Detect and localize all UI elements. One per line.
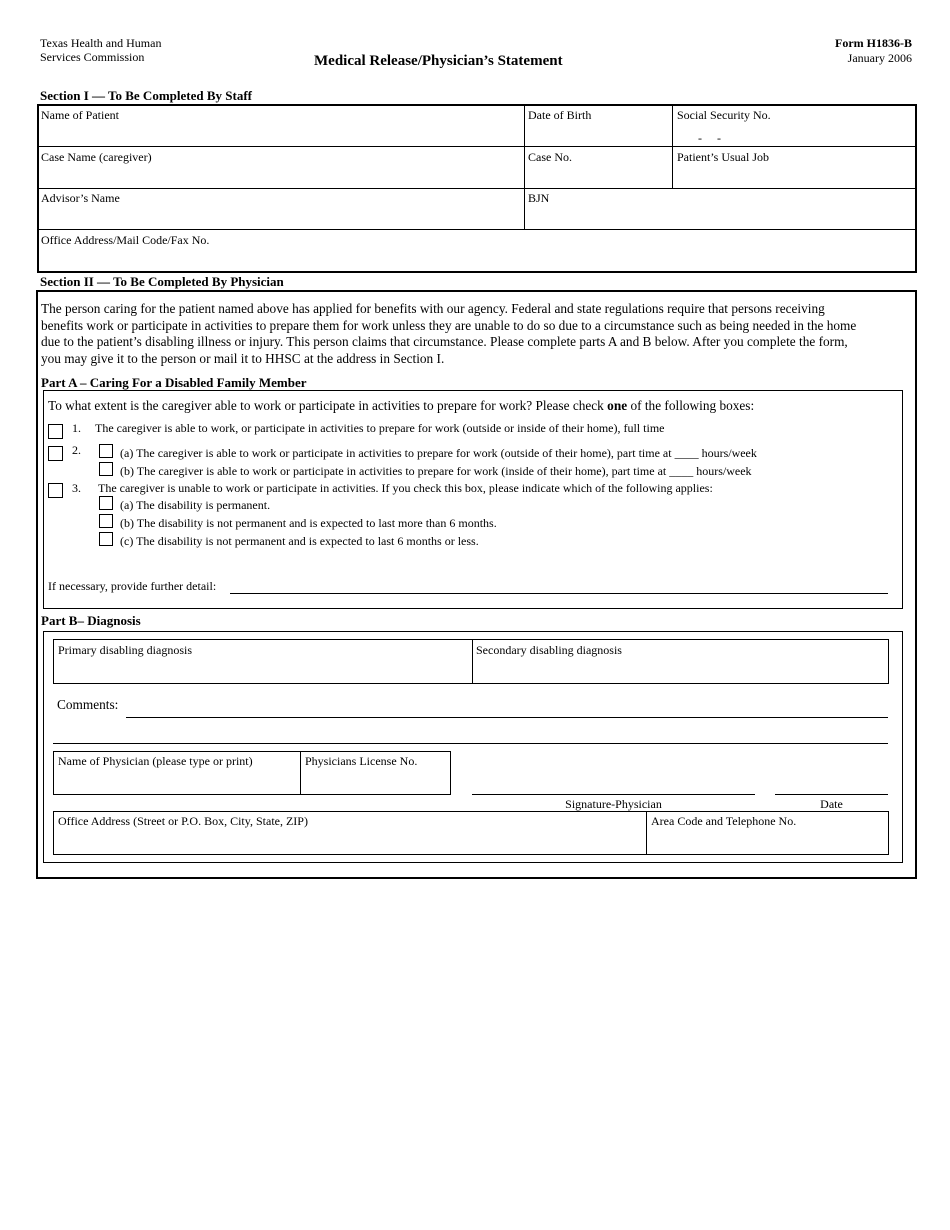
option2b-text: (b) The caregiver is able to work or participate in activities to prepare for work (inside of their home), part time at ____ hours/week <box>120 464 752 478</box>
option3a-text: (a) The disability is permanent. <box>120 498 271 512</box>
ssn-dashes: - - <box>698 131 721 145</box>
license-no-field[interactable]: Physicians License No. <box>305 754 418 768</box>
comments-line-2[interactable] <box>53 743 888 744</box>
comments-label: Comments: <box>57 697 119 712</box>
option2a-checkbox[interactable] <box>99 444 113 458</box>
name-of-patient-field[interactable]: Name of Patient <box>41 108 119 122</box>
signature-line[interactable] <box>472 794 755 795</box>
office-address-field[interactable]: Office Address/Mail Code/Fax No. <box>41 233 210 247</box>
phone-field[interactable]: Area Code and Telephone No. <box>651 814 797 828</box>
agency-name-line2: Services Commission <box>40 50 145 64</box>
intro-line-4: you may give it to the person or mail it to HHSC at the address in Section I. <box>41 350 445 366</box>
option2b-checkbox[interactable] <box>99 462 113 476</box>
option1-checkbox[interactable] <box>48 424 63 439</box>
option2-number: 2. <box>72 443 81 457</box>
usual-job-field[interactable]: Patient’s Usual Job <box>677 150 769 164</box>
further-detail-line[interactable] <box>230 593 888 594</box>
date-of-birth-field[interactable]: Date of Birth <box>528 108 592 122</box>
bjn-field[interactable]: BJN <box>528 191 550 205</box>
option3-text: The caregiver is unable to work or participate in activities. If you check this box, please indicate which of the following applies: <box>98 481 713 495</box>
date-label: Date <box>820 797 843 811</box>
case-name-field[interactable]: Case Name (caregiver) <box>41 150 152 164</box>
option3c-checkbox[interactable] <box>99 532 113 546</box>
comments-line-1[interactable] <box>126 717 888 718</box>
signature-label: Signature-Physician <box>565 797 662 811</box>
date-line[interactable] <box>775 794 888 795</box>
intro-line-1: The person caring for the patient named above has applied for benefits with our agency. Federal and state regulations require that persons receiving <box>41 301 825 316</box>
section2-heading: Section II — To Be Completed By Physician <box>40 274 284 289</box>
option3-checkbox[interactable] <box>48 483 63 498</box>
section2-intro <box>41 301 856 367</box>
agency-name-line1: Texas Health and Human <box>40 36 162 50</box>
option3b-checkbox[interactable] <box>99 514 113 528</box>
part-b-heading: Part B– Diagnosis <box>41 613 141 628</box>
ssn-field[interactable]: Social Security No. <box>677 108 771 122</box>
part-a-heading: Part A – Caring For a Disabled Family Member <box>41 375 307 390</box>
option3b-text: (b) The disability is not permanent and is expected to last more than 6 months. <box>120 516 497 530</box>
option3a-checkbox[interactable] <box>99 496 113 510</box>
option2a-text: (a) The caregiver is able to work or participate in activities to prepare for work (outside of their home), part time at ____ hours/week <box>120 446 757 460</box>
form-number: Form H1836-B <box>835 36 912 50</box>
option2-checkbox[interactable] <box>48 446 63 461</box>
case-no-field[interactable]: Case No. <box>528 150 572 164</box>
physician-office-address-field[interactable]: Office Address (Street or P.O. Box, City, State, ZIP) <box>58 814 308 828</box>
secondary-diagnosis-field[interactable]: Secondary disabling diagnosis <box>476 643 622 657</box>
intro-line-3: due to the patient’s disabling illness or injury. This person claims that circumstance. Please complete parts A and B below. After you complete the form, <box>41 334 848 349</box>
intro-line-2: benefits work or participate in activities to prepare them for work unless they are unable to do so due to a circumstance such as being needed in the home <box>41 317 857 333</box>
option3-number: 3. <box>72 481 81 495</box>
advisor-name-field[interactable]: Advisor’s Name <box>41 191 120 205</box>
option3c-text: (c) The disability is not permanent and is expected to last 6 months or less. <box>120 534 479 548</box>
further-detail-label: If necessary, provide further detail: <box>48 579 217 593</box>
option1-text: The caregiver is able to work, or participate in activities to prepare for work (outside or inside of their home), full time <box>95 421 665 435</box>
physician-name-field[interactable]: Name of Physician (please type or print) <box>58 754 253 768</box>
option1-number: 1. <box>72 421 81 435</box>
form-date: January 2006 <box>847 51 912 65</box>
part-a-question: To what extent is the caregiver able to work or participate in activities to prepare for work? Please check one of the following boxes: <box>48 398 755 413</box>
primary-diagnosis-field[interactable]: Primary disabling diagnosis <box>58 643 192 657</box>
section1-heading: Section I — To Be Completed By Staff <box>40 88 252 103</box>
form-title: Medical Release/Physician’s Statement <box>314 53 563 69</box>
